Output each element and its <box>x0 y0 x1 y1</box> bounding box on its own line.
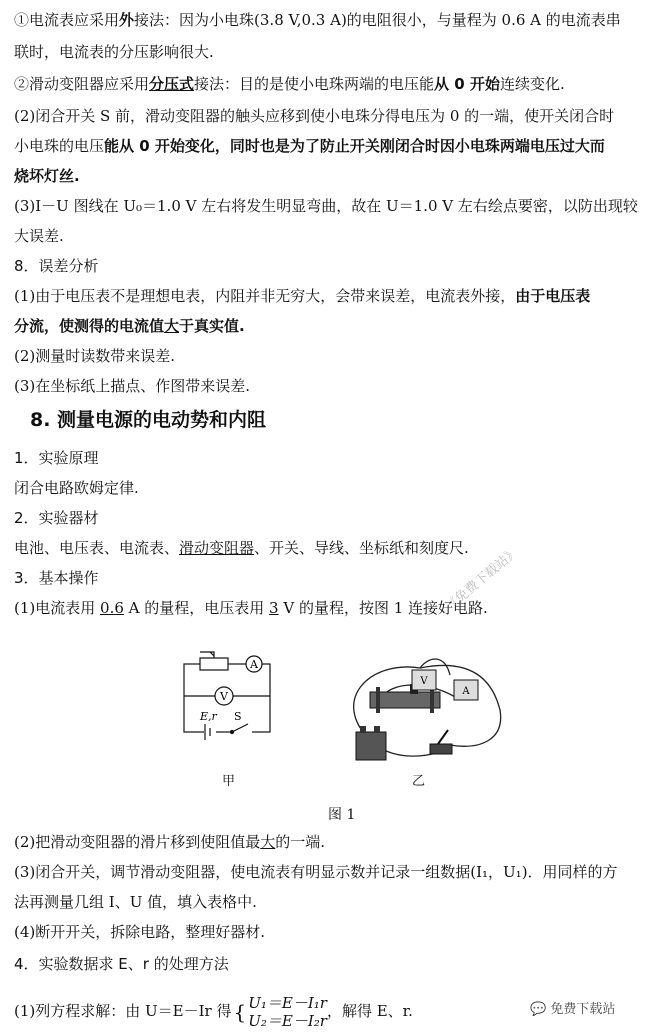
section-2: 2．实验器材 <box>14 509 99 527</box>
para-3c: 烧坏灯丝. <box>14 167 80 185</box>
watermark-diagonal: 《免费下载站》 <box>442 544 522 615</box>
equation-1: U₁＝E－I₁r <box>248 994 327 1012</box>
text-7: (1)列方程求解：由 U＝E－Ir 得 { U₁＝E－I₁r U₂＝E－I₂r，解得 E、r. <box>14 994 413 1030</box>
text-3: (1)电流表用 0.6 A 的量程，电压表用 3 V 的量程，按图 1 连接好电路. <box>14 599 488 617</box>
ammeter-label: A <box>250 658 258 671</box>
voltmeter-label: V <box>220 690 228 703</box>
figure-label-jia: 甲 <box>222 774 236 789</box>
section-1: 1．实验原理 <box>14 449 99 467</box>
section-8: 8．误差分析 <box>14 257 99 275</box>
text-6: (4)断开开关，拆除电路，整理好器材. <box>14 923 266 941</box>
figure-caption: 图 1 <box>328 807 356 823</box>
page-title: 8. 测量电源的电动势和内阻 <box>30 409 267 431</box>
para-6: (2)测量时读数带来误差. <box>14 347 176 365</box>
para-2: ②滑动变阻器应采用分压式接法：目的是使小电珠两端的电压能从 0 开始连续变化. <box>14 75 565 93</box>
battery-label: E,r <box>200 710 217 723</box>
apparatus-diagram-yi <box>330 640 510 770</box>
equation-2: U₂＝E－I₂r <box>248 1012 327 1030</box>
para-3: (2)闭合开关 S 前，滑动变阻器的触头应移到使小电珠分得电压为 0 的一端，使开关闭合时 <box>14 107 615 125</box>
para-4: (3)I－U 图线在 U₀＝1.0 V 左右将发生明显弯曲，故在 U＝1.0 V 左右绘点要密，以防出现较 <box>14 197 638 215</box>
yi-voltmeter-label: V <box>420 676 428 687</box>
yi-ammeter-label: A <box>462 686 470 697</box>
text-1: 闭合电路欧姆定律. <box>14 479 139 497</box>
figure-label-yi: 乙 <box>412 774 426 789</box>
text-5: (3)闭合开关，调节滑动变阻器，使电流表有明显示数并记录一组数据(I₁，U₁)．用同样的方 <box>14 863 618 881</box>
para-5: (1)由于电压表不是理想电表，内阻并非无穷大，会带来误差，电流表外接，由于电压表 <box>14 287 591 305</box>
section-3: 3．基本操作 <box>14 569 99 587</box>
text-2: 电池、电压表、电流表、滑动变阻器、开关、导线、坐标纸和刻度尺. <box>14 539 469 557</box>
text-4: (2)把滑动变阻器的滑片移到使阻值最大的一端. <box>14 833 326 851</box>
switch-label: S <box>234 710 242 723</box>
section-4: 4．实验数据求 E、r 的处理方法 <box>14 955 229 973</box>
para-3b: 小电珠的电压能从 0 开始变化，同时也是为了防止开关刚闭合时因小电珠两端电压过大而 <box>14 137 605 155</box>
para-4b: 大误差. <box>14 227 64 245</box>
circuit-diagram-jia <box>170 640 280 740</box>
para-1b: 联时，电流表的分压影响很大. <box>14 43 214 61</box>
para-1: ①电流表应采用外接法：因为小电珠(3.8 V,0.3 A)的电阻很小，与量程为 0.6 A 的电流表串 <box>14 11 621 29</box>
para-5b: 分流，使测得的电流值大于真实值. <box>14 317 245 335</box>
para-7: (3)在坐标纸上描点、作图带来误差. <box>14 377 251 395</box>
watermark-logo: 💬 免费下载站 <box>530 1002 616 1017</box>
chat-icon: 💬 <box>530 1002 547 1017</box>
text-5b: 法再测量几组 I、U 值，填入表格中. <box>14 893 257 911</box>
